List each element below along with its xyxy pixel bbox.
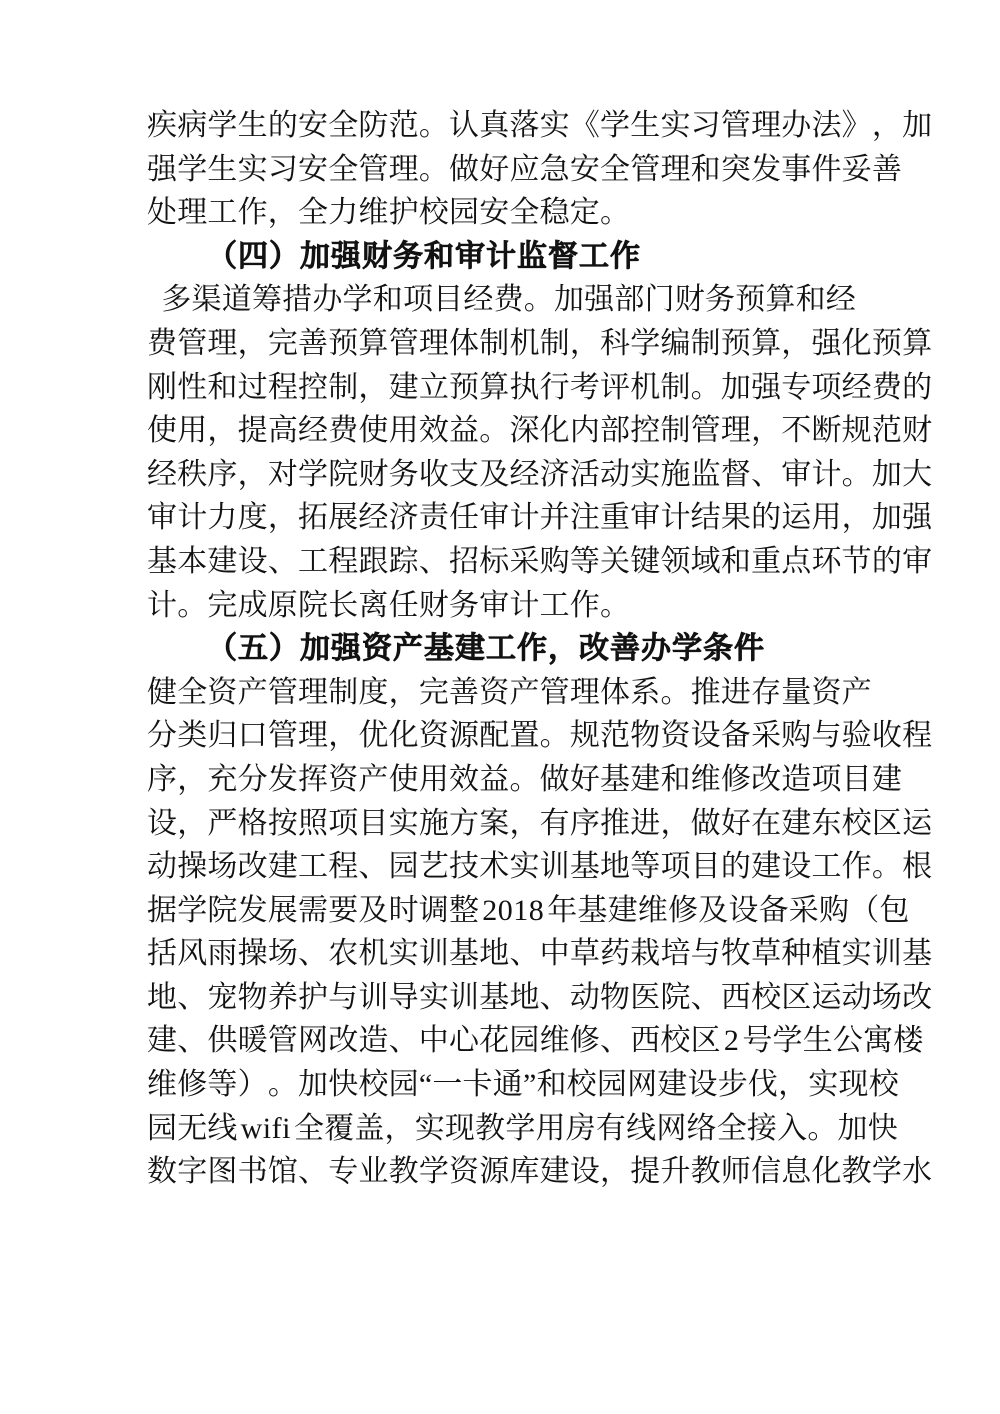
text-line <box>147 889 910 933</box>
text-line: 维 修 等 ） 。 加 快 校 园 “ 一 卡 通 ” 和 校 园 网 建 设 步 伐 ， 实 现 校 <box>147 1068 899 1102</box>
latin-run: 2 <box>723 1024 740 1058</box>
text-line: 分 类 归 口 管 理 ， 优 化 资 源 配 置 。 规 范 物 资 设 备 采 购 与 验 收 程 <box>147 719 933 753</box>
text-line <box>147 1107 898 1151</box>
paragraph-indent <box>147 278 161 322</box>
text-run: 建、供暖管网改造、中心花园维修、西校区 <box>147 1024 721 1058</box>
text-line: 疾 病 学 生 的 安 全 防 范 。 认 真 落 实 《 学 生 实 习 管 理 办 法 》 ， 加 <box>147 109 933 142</box>
text-line: 序 ， 充 分 发 挥 资 产 使 用 效 益 。 做 好 基 建 和 维 修 改 造 项 目 建 <box>147 762 903 796</box>
text-line: 数 字 图 书 馆 、 专 业 教 学 资 源 库 建 设 ， 提 升 教 师 信 息 化 教 学 水 <box>147 1155 933 1189</box>
section-heading-four: （四）加强财务和审计监督工作 <box>207 239 641 273</box>
section-heading-five: （五）加强资产基建工作，改善办学条件 <box>207 632 765 666</box>
text-line: 审 计 力 度 ， 拓 展 经 济 责 任 审 计 并 注 重 审 计 结 果 的 运 用 ， 加 强 <box>147 501 933 535</box>
latin-run: wifi <box>240 1111 291 1145</box>
text-line: 健 全 资 产 管 理 制 度 ， 完 善 资 产 管 理 体 系 。 推 进 存 量 资 产 <box>147 675 872 709</box>
text-run: 园无线 <box>147 1111 238 1145</box>
latin-run: 2018 <box>482 893 545 927</box>
text-line: 刚 性 和 过 程 控 制 ， 建 立 预 算 执 行 考 评 机 制 。 加 强 专 项 经 费 的 <box>147 370 933 404</box>
text-line: 基 本 建 设 、 工 程 跟 踪 、 招 标 采 购 等 关 键 领 域 和 重 点 环 节 的 审 <box>147 544 933 578</box>
text-line: 括 风 雨 操 场 、 农 机 实 训 基 地 、 中 草 药 栽 培 与 牧 草 种 植 实 训 基 <box>147 937 933 971</box>
text-run: 号学生公寓楼 <box>742 1024 924 1058</box>
text-line: 经 秩 序 ， 对 学 院 财 务 收 支 及 经 济 活 动 实 施 监 督 、 审 计 。 加 大 <box>147 457 933 491</box>
text-run: 全覆盖，实现教学用房有线网络全接入。加快 <box>293 1111 898 1145</box>
text-run: 年基建维修及设备采购（包 <box>547 893 910 927</box>
text-line <box>147 1019 924 1063</box>
text-line: 使 用 ， 提 高 经 费 使 用 效 益 。 深 化 内 部 控 制 管 理 ， 不 断 规 范 财 <box>147 414 933 448</box>
text-line: 处理工作，全力维护校园安全稳定。 <box>147 196 631 230</box>
text-line: 计。完成原院长离任财务审计工作。 <box>147 588 631 622</box>
text-line: 多 渠 道 筹 措 办 学 和 项 目 经 费 。 加 强 部 门 财 务 预 算 和 经 <box>147 278 856 322</box>
text-line: 动 操 场 改 建 工 程 、 园 艺 技 术 实 训 基 地 等 项 目 的 建 设 工 作 。 根 <box>147 850 933 884</box>
text-line: 强 学 生 实 习 安 全 管 理 。 做 好 应 急 安 全 管 理 和 突 发 事 件 妥 善 <box>147 152 903 186</box>
text-line: 费 管 理 ， 完 善 预 算 管 理 体 制 机 制 ， 科 学 编 制 预 算 ， 强 化 预 算 <box>147 326 933 360</box>
text-run: 据学院发展需要及时调整 <box>147 893 480 927</box>
document-text-body <box>147 104 933 1194</box>
text-line: 设 ， 严 格 按 照 项 目 实 施 方 案 ， 有 序 推 进 ， 做 好 在 建 东 校 区 运 <box>147 806 933 840</box>
text-line: 地 、 宠 物 养 护 与 训 导 实 训 基 地 、 动 物 医 院 、 西 校 区 运 动 场 改 <box>147 980 933 1014</box>
